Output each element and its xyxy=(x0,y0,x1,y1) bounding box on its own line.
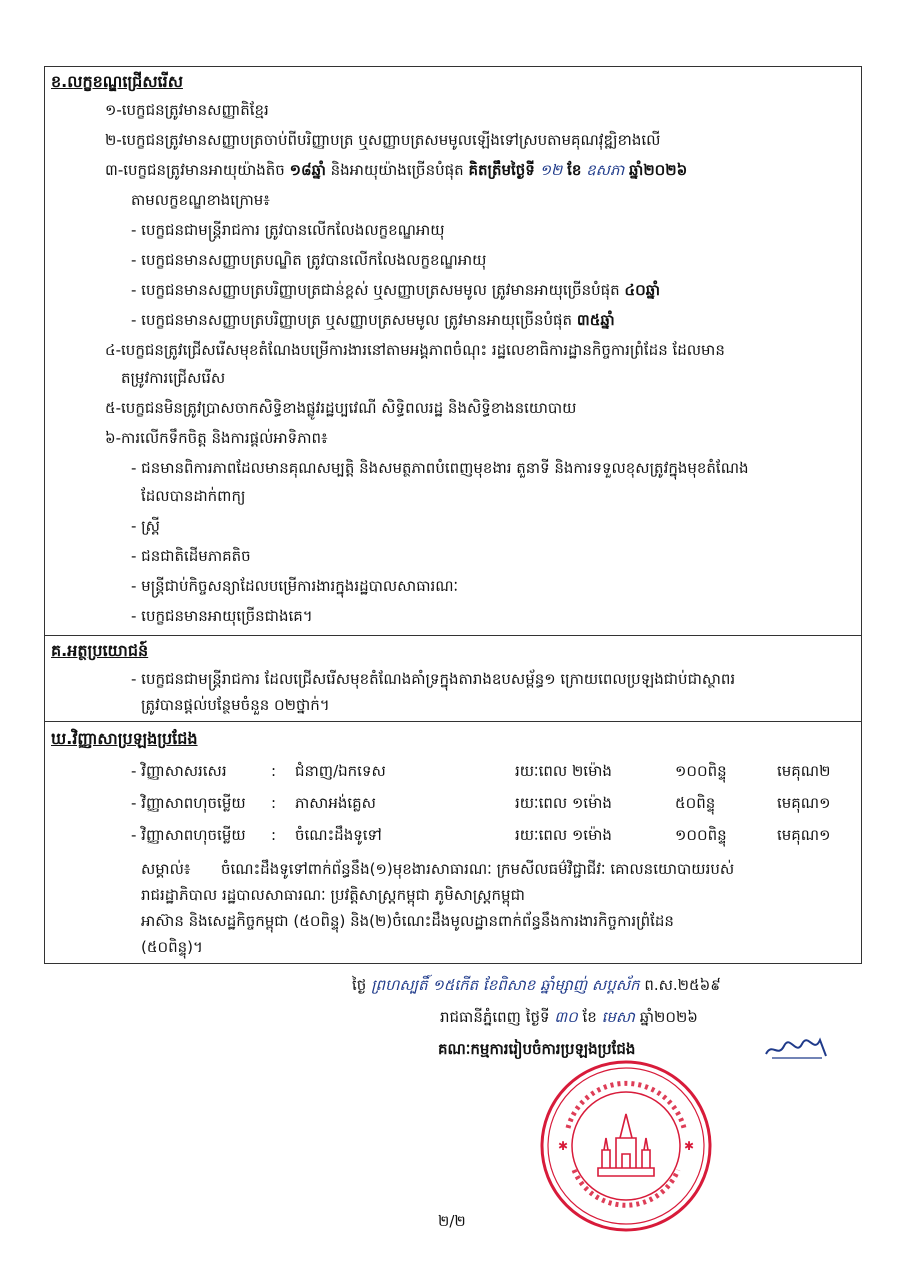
priority-item: - ជនជាតិដើមភាគតិច xyxy=(131,547,251,565)
note-line: ចំណេះដឹងទូទៅពាក់ព័ន្ធនឹង(១)មុខងារសាធារណៈ ក្រមសីលធម៌វិជ្ជាជីវៈ គោលនយោបាយរបស់ xyxy=(221,860,735,878)
exam-score: ១០០ពិន្ទុ xyxy=(675,762,727,780)
priority-item: - ជនមានពិការភាពដែលមានគុណសម្បត្តិ និងសមត្ថភាពបំពេញមុខងារ តួនាទី និងការទទួលខុសត្រូវក្នុងមុខតំណែង xyxy=(131,459,749,477)
note-line: (៥០ពិន្ទុ)។ xyxy=(141,938,203,956)
benefit-line-cont: ត្រូវបានផ្តល់បន្ថែមចំនួន ០២ថ្នាក់។ xyxy=(141,696,330,714)
exam-duration: រយៈពេល ១ម៉ោង xyxy=(515,794,612,812)
exam-score: ១០០ពិន្ទុ xyxy=(675,826,727,844)
section-kh-title: ខ.លក្ខខណ្ឌជ្រើសរើស xyxy=(51,72,183,91)
section-gh xyxy=(45,721,861,966)
exam-topic: ចំណេះដឹងទូទៅ xyxy=(295,826,382,844)
date-month-label: ខែ xyxy=(582,1008,597,1026)
exam-duration: រយៈពេល ១ម៉ោង xyxy=(515,826,612,844)
age-continuation: តាមលក្ខខណ្ឌខាងក្រោម៖ xyxy=(131,191,270,209)
exam-colon: : xyxy=(271,762,277,780)
lunar-prefix: ថ្ងៃ xyxy=(352,976,367,994)
note-line: អាស៊ាន និងសេដ្ឋកិច្ចកម្ពុជា (៥០ពិន្ទុ) និង(២)ចំណេះដឹងមូលដ្ឋានពាក់ព័ន្ធនឹងការងារកិច្ចការព្រំដែន xyxy=(141,912,674,930)
lunar-handwritten: ព្រហស្បតិ៍ ១៥កើត ខែពិសាខ ឆ្នាំម្សាញ់ សប្តស័ក xyxy=(371,976,640,994)
exam-topic: ជំនាញ/ឯកទេស xyxy=(295,762,386,780)
age-sub-text: - បេក្ខជនមានសញ្ញាបត្របរិញ្ញាបត្រជាន់ខ្ពស់ ឬសញ្ញាបត្រសមមូល ត្រូវមានអាយុច្រើនបំផុត xyxy=(131,281,620,299)
official-seal xyxy=(538,1058,714,1234)
age-limit: ៣៥ឆ្នាំ xyxy=(576,311,615,329)
priority-item: - មន្ត្រីជាប់កិច្ចសន្យាដែលបម្រើការងារក្នុងរដ្ឋបាលសាធារណៈ xyxy=(131,577,459,595)
committee-name: គណៈកម្មការរៀបចំការប្រឡងប្រជែង xyxy=(438,1040,636,1058)
exam-coefficient: មេគុណ១ xyxy=(777,826,831,844)
requirements-frame xyxy=(44,66,862,964)
page-number: ២/២ xyxy=(438,1212,466,1230)
section-gh-title: ឃ.វិញ្ញាសាប្រឡងប្រជែង xyxy=(51,729,198,748)
date-prefix: រាជធានីភ្នំពេញ ថ្ងៃទី xyxy=(440,1008,550,1026)
requirement-item: ៤-បេក្ខជនត្រូវជ្រើសរើសមុខតំណែងបម្រើការងារនៅតាមអង្គភាពចំណុះ រដ្ឋលេខាធិការដ្ឋានកិច្ចការព្រំដែន ដែលមាន xyxy=(105,341,725,359)
svg-text:✱: ✱ xyxy=(558,1139,569,1153)
age-requirement-line xyxy=(105,161,687,183)
exam-coefficient: មេគុណ១ xyxy=(777,794,831,812)
age-sub-item: - បេក្ខជនជាមន្ត្រីរាជការ ត្រូវបានលើកលែងលក្ខខណ្ឌអាយុ xyxy=(131,221,445,239)
age-text: ៣-បេក្ខជនត្រូវមានអាយុយ៉ាងតិច xyxy=(105,161,285,179)
requirement-item: ១-បេក្ខជនត្រូវមានសញ្ញាតិខ្មែរ xyxy=(105,101,269,119)
priority-item: - បេក្ខជនមានអាយុច្រើនជាងគេ។ xyxy=(131,607,313,625)
date-month: មេសា xyxy=(601,1008,635,1026)
cutoff-label: គិតត្រឹមថ្ងៃទី xyxy=(468,161,535,179)
exam-score: ៥០ពិន្ទុ xyxy=(675,794,716,812)
exam-colon: : xyxy=(271,826,277,844)
exam-subject: - វិញ្ញាសាសរសេរ xyxy=(131,762,227,780)
date-day: ៣០ xyxy=(554,1008,578,1026)
lunar-suffix: ព.ស.២៥៦៩ xyxy=(644,976,721,994)
signature-scribble xyxy=(762,1034,832,1064)
age-sub-item: - បេក្ខជនមានសញ្ញាបត្របណ្ឌិត ត្រូវបានលើកលែងលក្ខខណ្ឌអាយុ xyxy=(131,251,487,269)
section-k-title: គ.អត្ថប្រយោជន៍ xyxy=(51,641,149,660)
age-sub-item xyxy=(131,281,660,303)
priority-item-cont: ដែលបានដាក់ពាក្យ xyxy=(141,487,246,505)
requirement-item: ២-បេក្ខជនត្រូវមានសញ្ញាបត្រចាប់ពីបរិញ្ញាបត្រ ឬសញ្ញាបត្រសមមូលឡើងទៅស្របតាមគុណវុឌ្ឍិខាងលើ xyxy=(105,131,661,149)
requirement-item: ៥-បេក្ខជនមិនត្រូវប្រាសចាកសិទ្ធិខាងផ្លូវរដ្ឋប្បវេណី សិទ្ធិពលរដ្ឋ និងសិទ្ធិខាងនយោបាយ xyxy=(105,399,577,417)
exam-coefficient: មេគុណ២ xyxy=(777,762,831,780)
cutoff-month-label: ខែ xyxy=(567,161,582,179)
age-text-b: និងអាយុយ៉ាងច្រើនបំផុត xyxy=(330,161,464,179)
exam-colon: : xyxy=(271,794,277,812)
requirement-item: ៦-ការលើកទឹកចិត្ត និងការផ្តល់អាទិភាព៖ xyxy=(105,429,328,447)
cutoff-day: ១២ xyxy=(539,161,563,179)
age-min: ១៨ឆ្នាំ xyxy=(289,161,326,179)
lunar-date-line xyxy=(352,976,721,998)
requirement-item-cont: តម្រូវការជ្រើសរើស xyxy=(121,369,226,387)
exam-subject: - វិញ្ញាសាពហុចម្លើយ xyxy=(131,826,246,844)
exam-subject: - វិញ្ញាសាពហុចម្លើយ xyxy=(131,794,246,812)
date-year: ឆ្នាំ២០២៦ xyxy=(639,1008,698,1026)
svg-text:✱: ✱ xyxy=(684,1139,695,1153)
exam-duration: រយៈពេល ២ម៉ោង xyxy=(515,762,612,780)
benefit-line: - បេក្ខជនជាមន្ត្រីរាជការ ដែលជ្រើសរើសមុខតំណែងគាំទ្រក្នុងតារាងឧបសម្ព័ន្ធ១ ក្រោយពេលប្រឡងជាប់ជាស្ថាពរ xyxy=(131,670,736,688)
age-limit: ៤០ឆ្នាំ xyxy=(624,281,660,299)
cutoff-month: ឧសភា xyxy=(586,161,625,179)
age-sub-item xyxy=(131,311,615,333)
solar-date-line xyxy=(440,1008,698,1030)
note-label: សម្គាល់៖ xyxy=(141,860,191,878)
cutoff-year: ឆ្នាំ២០២៦ xyxy=(629,161,688,179)
age-sub-text: - បេក្ខជនមានសញ្ញាបត្របរិញ្ញាបត្រ ឬសញ្ញាបត្រសមមូល ត្រូវមានអាយុច្រើនបំផុត xyxy=(131,311,573,329)
exam-topic: ភាសាអង់គ្លេស xyxy=(295,794,376,812)
note-line: រាជរដ្ឋាភិបាល រដ្ឋបាលសាធារណៈ ប្រវត្តិសាស្ត្រកម្ពុជា ភូមិសាស្ត្រកម្ពុជា xyxy=(141,886,525,904)
priority-item: - ស្ត្រី xyxy=(131,517,160,535)
section-k xyxy=(45,635,861,716)
